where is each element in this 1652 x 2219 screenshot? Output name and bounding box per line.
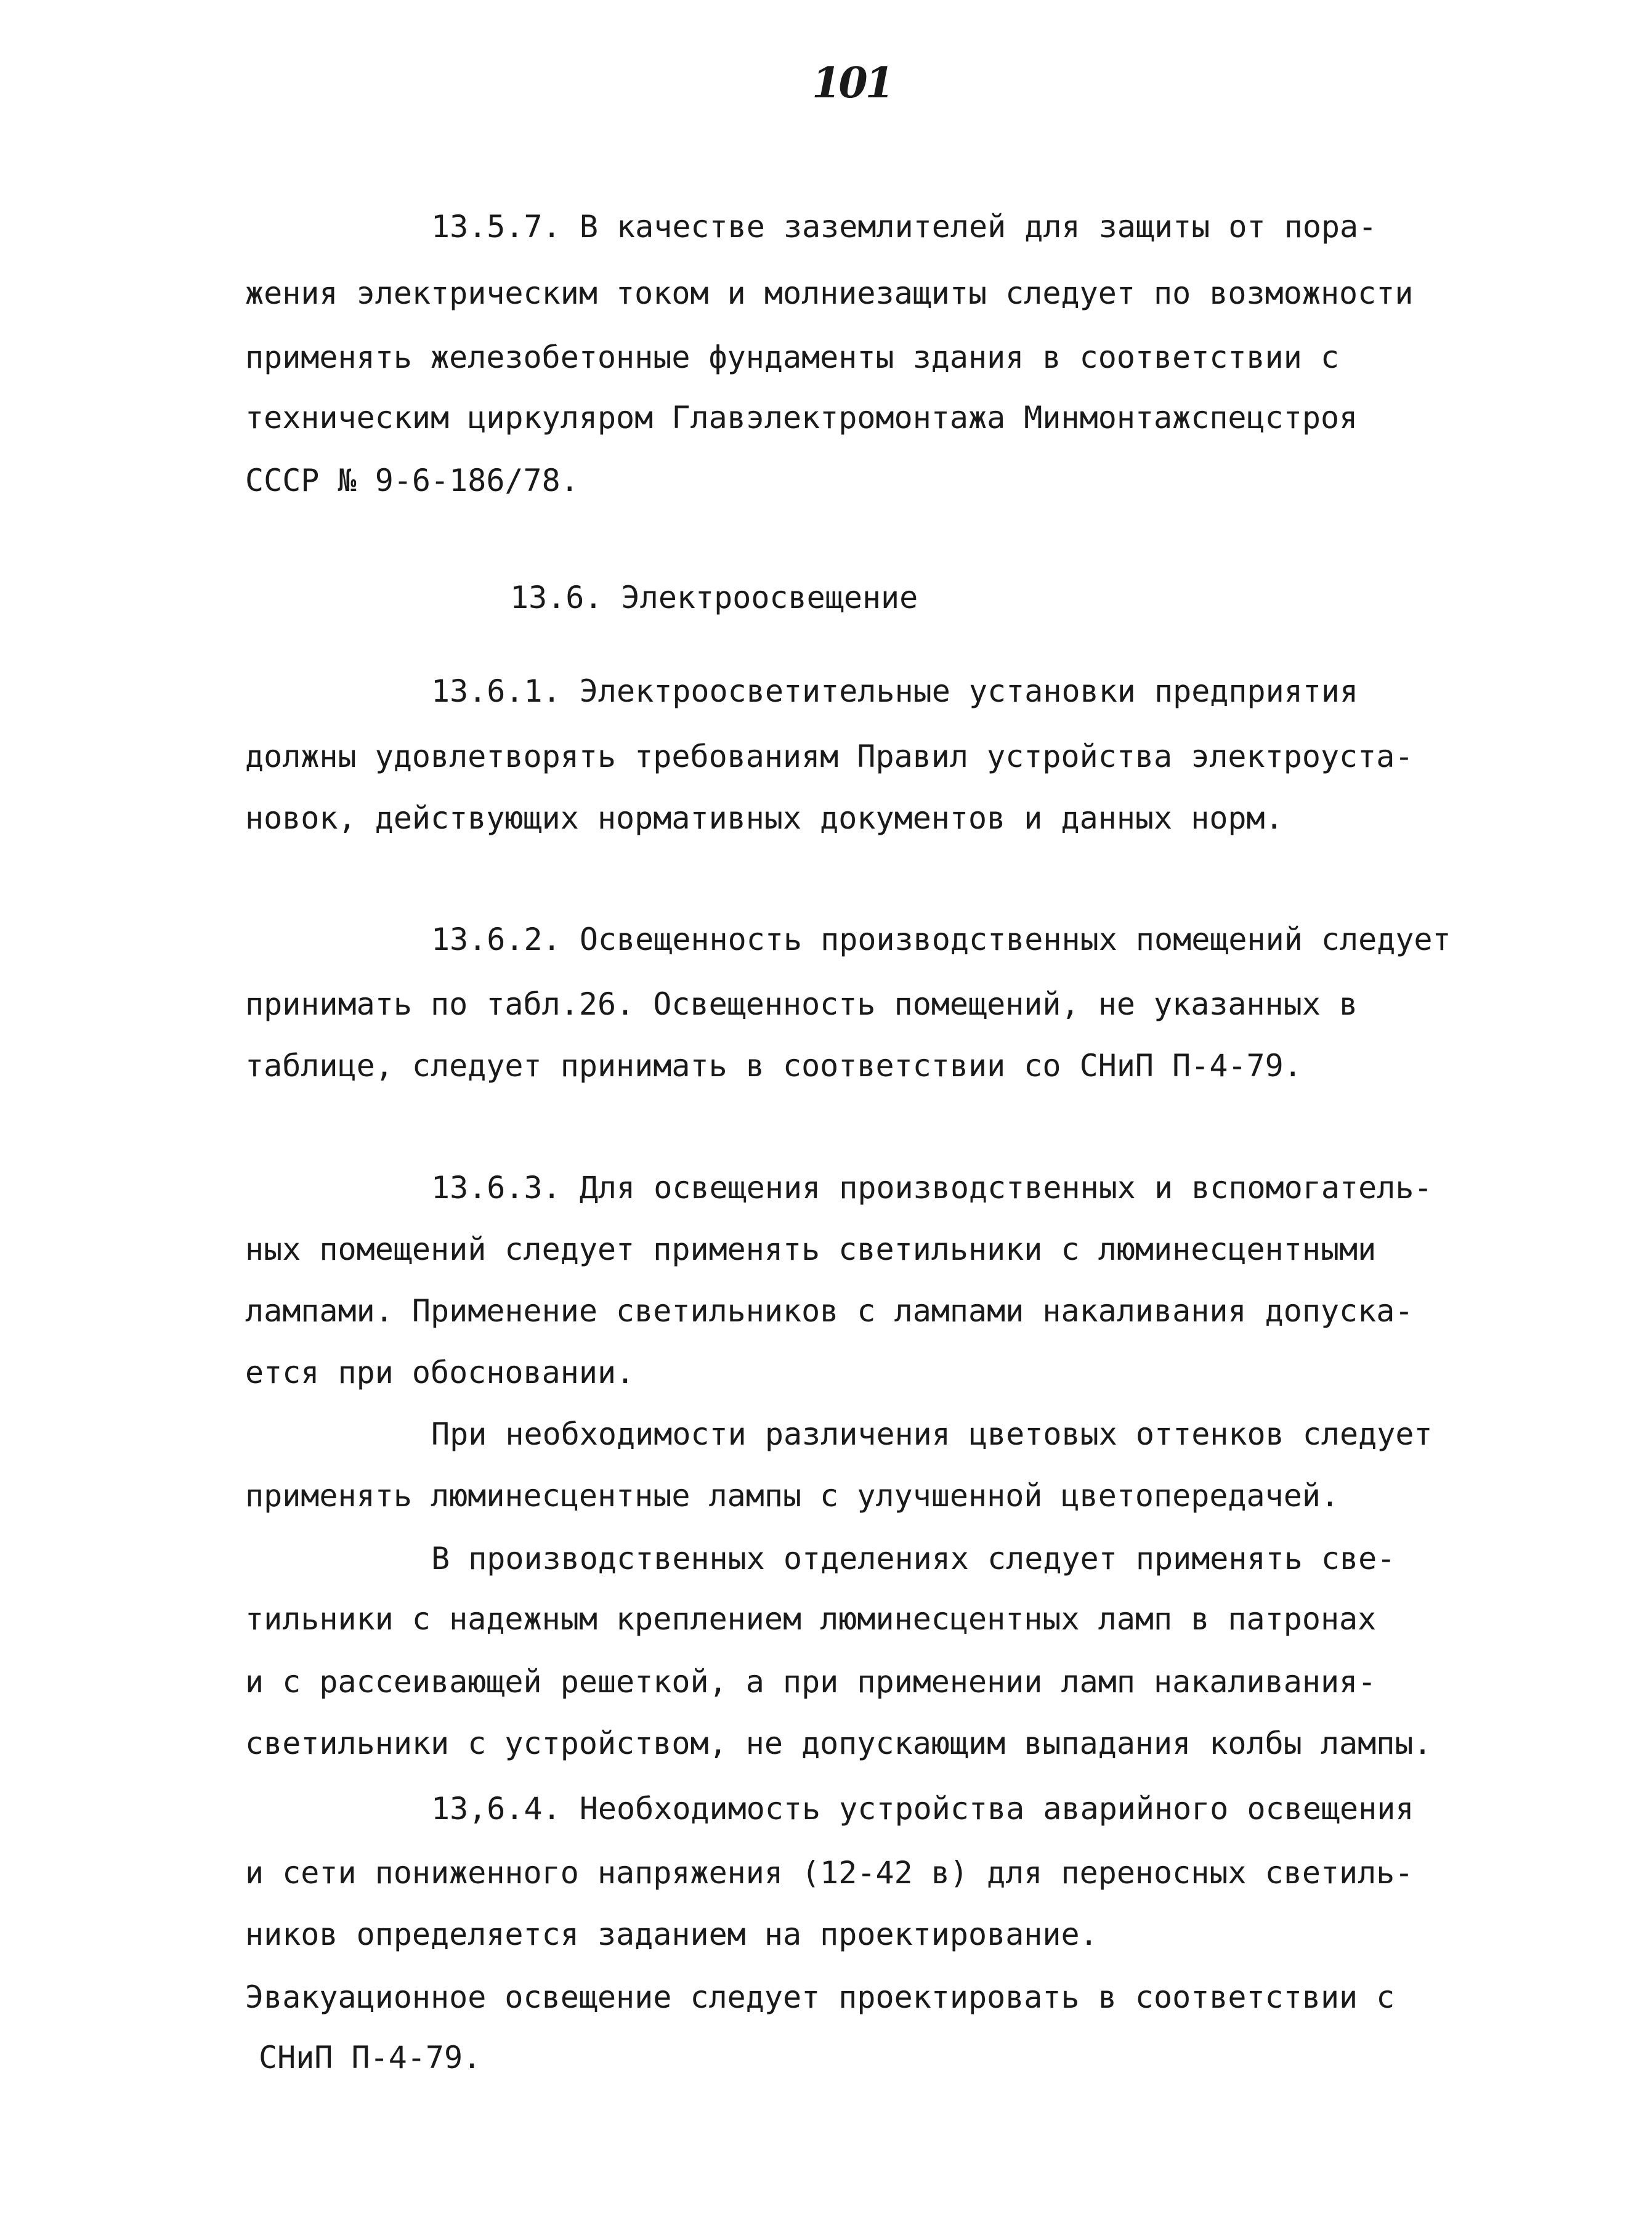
text-line: и сети пониженного напряжения (12-42 в) для переносных светиль- <box>245 1855 1414 1891</box>
text-line: СНиП П-4-79. <box>259 2040 482 2075</box>
text-line: таблице, следует принимать в соответствии со СНиП П-4-79. <box>245 1048 1302 1084</box>
text-line: применять железобетонные фундаменты здания в соответствии с <box>245 339 1340 375</box>
text-line: новок, действующих нормативных документов и данных норм. <box>245 800 1284 836</box>
text-line: ников определяется заданием на проектирование. <box>245 1917 1098 1952</box>
text-line: должны удовлетворять требованиям Правил устройства электроуста- <box>245 739 1414 774</box>
text-line: техническим циркуляром Главэлектромонтажа Минмонтажспецстроя <box>245 400 1358 436</box>
text-line: 13.6.2. Освещенность производственных помещений следует <box>431 922 1451 957</box>
text-line: жения электрическим током и молниезащиты следует по возможности <box>245 275 1414 311</box>
text-line: 13.6.3. Для освещения производственных и вспомогатель- <box>431 1170 1433 1206</box>
text-line: принимать по табл.26. Освещенность помещений, не указанных в <box>245 986 1358 1022</box>
text-line: тильники с надежным креплением люминесцентных ламп в патронах <box>245 1601 1377 1637</box>
text-line: 13.6.1. Электроосветительные установки предприятия <box>431 673 1359 709</box>
text-line: СССР № 9-6-186/78. <box>245 463 579 498</box>
page-number: 101 <box>812 59 892 108</box>
text-line: светильники с устройством, не допускающим выпадания колбы лампы. <box>245 1726 1432 1761</box>
text-line: При необходимости различения цветовых оттенков следует <box>431 1416 1433 1452</box>
text-line: В производственных отделениях следует применять све- <box>431 1541 1396 1576</box>
text-line: 13,6.4. Необходимость устройства аварийного освещения <box>431 1791 1414 1827</box>
text-line: ется при обосновании. <box>245 1355 635 1390</box>
text-line: и с рассеивающей решеткой, а при применении ламп накаливания- <box>245 1664 1377 1700</box>
text-line: лампами. Применение светильников с лампами накаливания допуска- <box>245 1293 1414 1329</box>
section-heading: 13.6. Электроосвещение <box>510 580 918 615</box>
text-line: ных помещений следует применять светильники с люминесцентными <box>245 1231 1377 1267</box>
text-line: Эвакуационное освещение следует проектировать в соответствии с <box>245 1979 1395 2015</box>
text-line: применять люминесцентные лампы с улучшенной цветопередачей. <box>245 1478 1340 1514</box>
text-line: 13.5.7. В качестве заземлителей для защиты от пора- <box>431 209 1377 245</box>
